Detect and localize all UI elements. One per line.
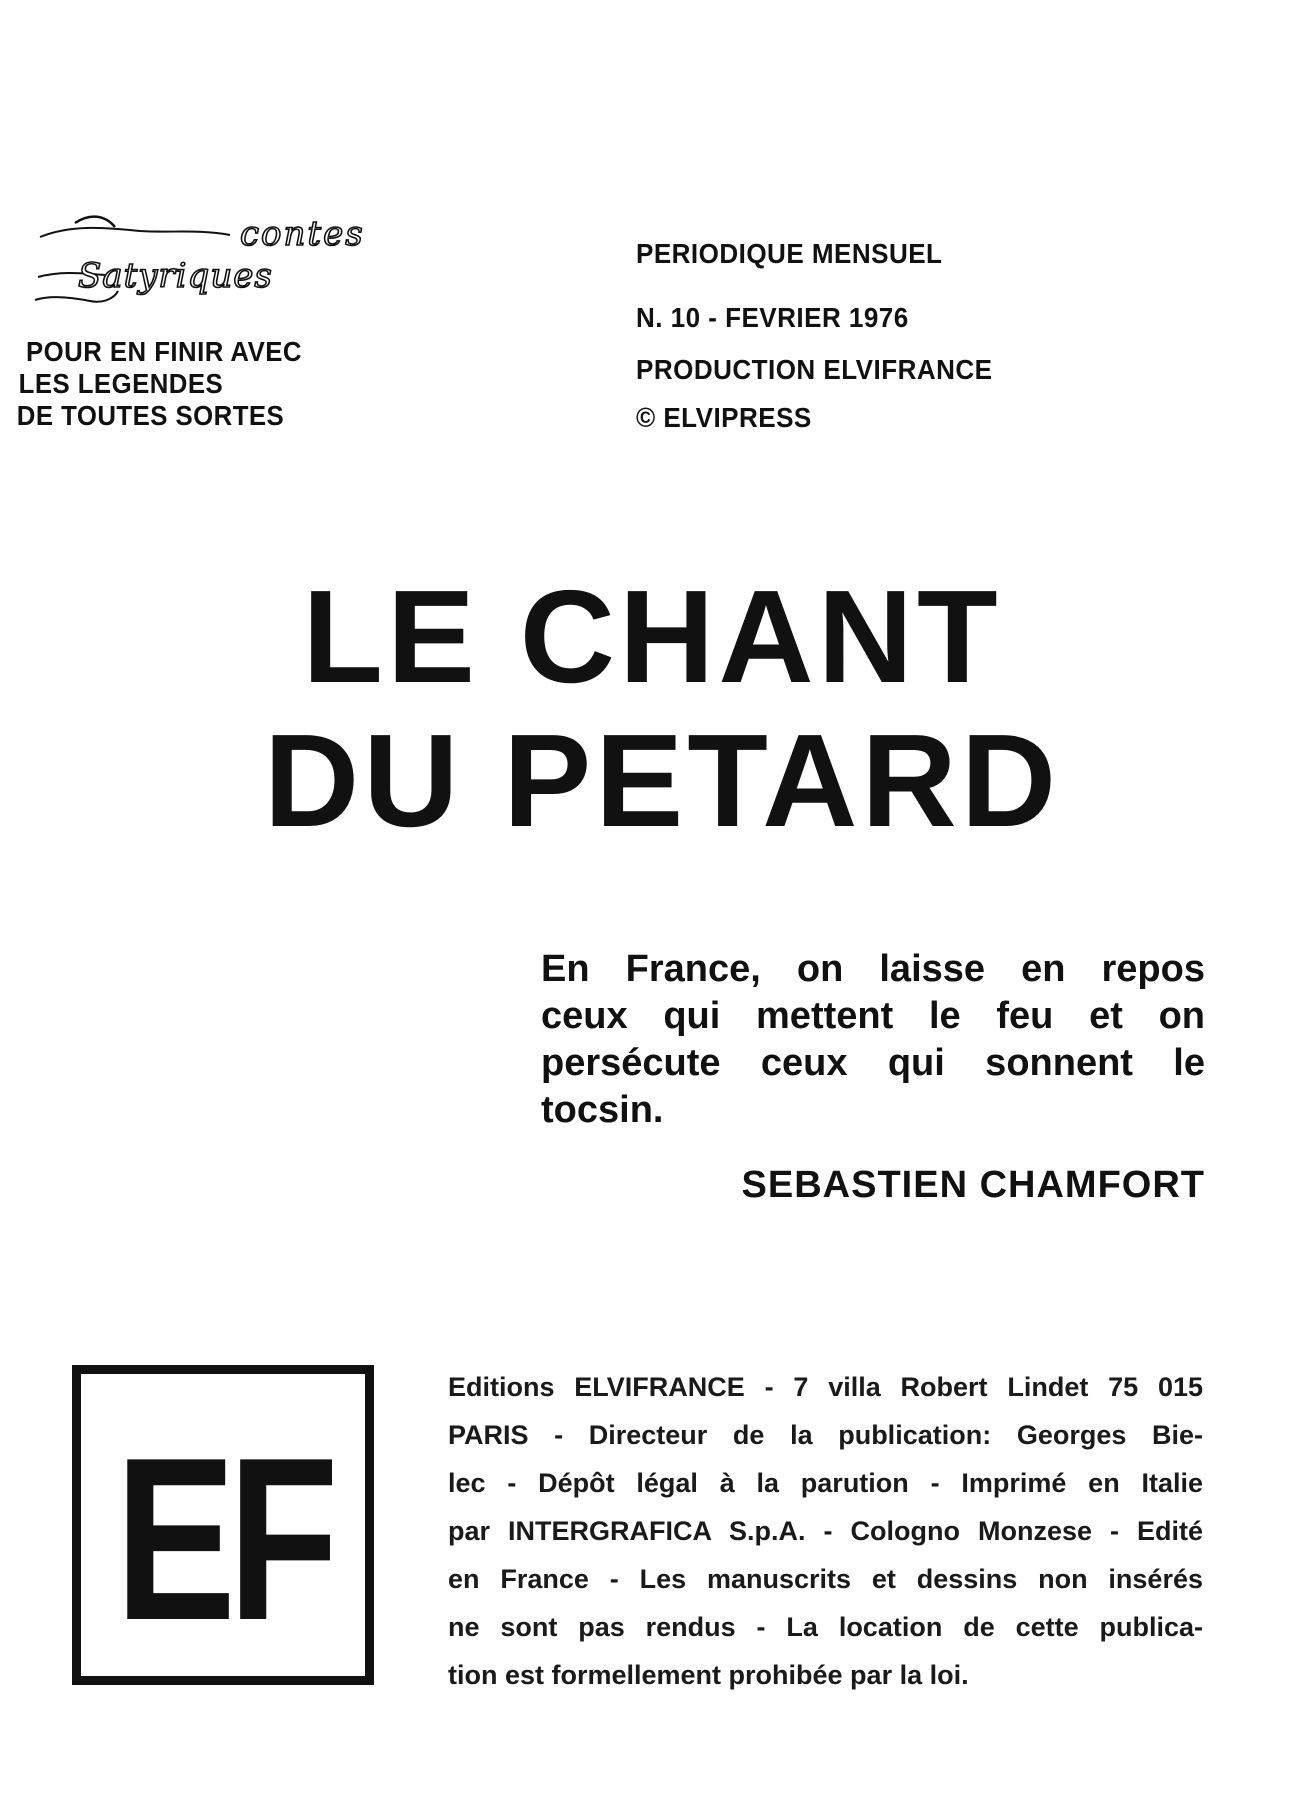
page-title-line-1: LE CHANT — [302, 563, 1002, 710]
series-logo-graphic — [30, 205, 460, 315]
legal-line: en France - Les manuscrits et dessins non insérés — [448, 1564, 1203, 1594]
page-title-line-2: DU PETARD — [263, 707, 1061, 854]
publication-production: PRODUCTION ELVIFRANCE — [636, 354, 993, 385]
tagline-line: POUR EN FINIR AVEC — [26, 336, 302, 367]
epigraph-author: SEBASTIEN CHAMFORT — [741, 1164, 1205, 1206]
publisher-logo-text: EF — [115, 1410, 331, 1669]
legal-line: par INTERGRAFICA S.p.A. - Cologno Monzese - Edité — [448, 1516, 1203, 1546]
legal-line: lec - Dépôt légal à la parution - Imprimé en Italie — [448, 1468, 1203, 1498]
tagline-line: LES LEGENDES — [18, 368, 224, 399]
legal-notice — [448, 1363, 1203, 1699]
legal-line: tion est formellement prohibée par la loi. — [448, 1660, 969, 1690]
legal-line: Editions ELVIFRANCE - 7 villa Robert Lindet 75 015 — [448, 1372, 1203, 1402]
legal-line: ne sont pas rendus - La location de cette publica- — [448, 1612, 1203, 1642]
publication-issue: N. 10 - FEVRIER 1976 — [636, 302, 909, 333]
series-logo — [30, 205, 460, 315]
publisher-logo-box — [72, 1365, 374, 1685]
publication-copyright: © ELVIPRESS — [636, 402, 812, 433]
publication-frequency: PERIODIQUE MENSUEL — [636, 238, 943, 269]
logo-line-2: Satyriques — [78, 256, 273, 296]
tagline-block — [16, 336, 380, 436]
tagline-line: DE TOUTES SORTES — [16, 400, 285, 431]
legal-line: PARIS - Directeur de la publication: Georges Bie- — [448, 1420, 1203, 1450]
epigraph-quote: En France, on laisse en repos ceux qui mettent le feu et on persécute ceux qui sonnent le tocsin. — [541, 948, 1205, 1131]
logo-line-1: contes — [240, 214, 365, 254]
